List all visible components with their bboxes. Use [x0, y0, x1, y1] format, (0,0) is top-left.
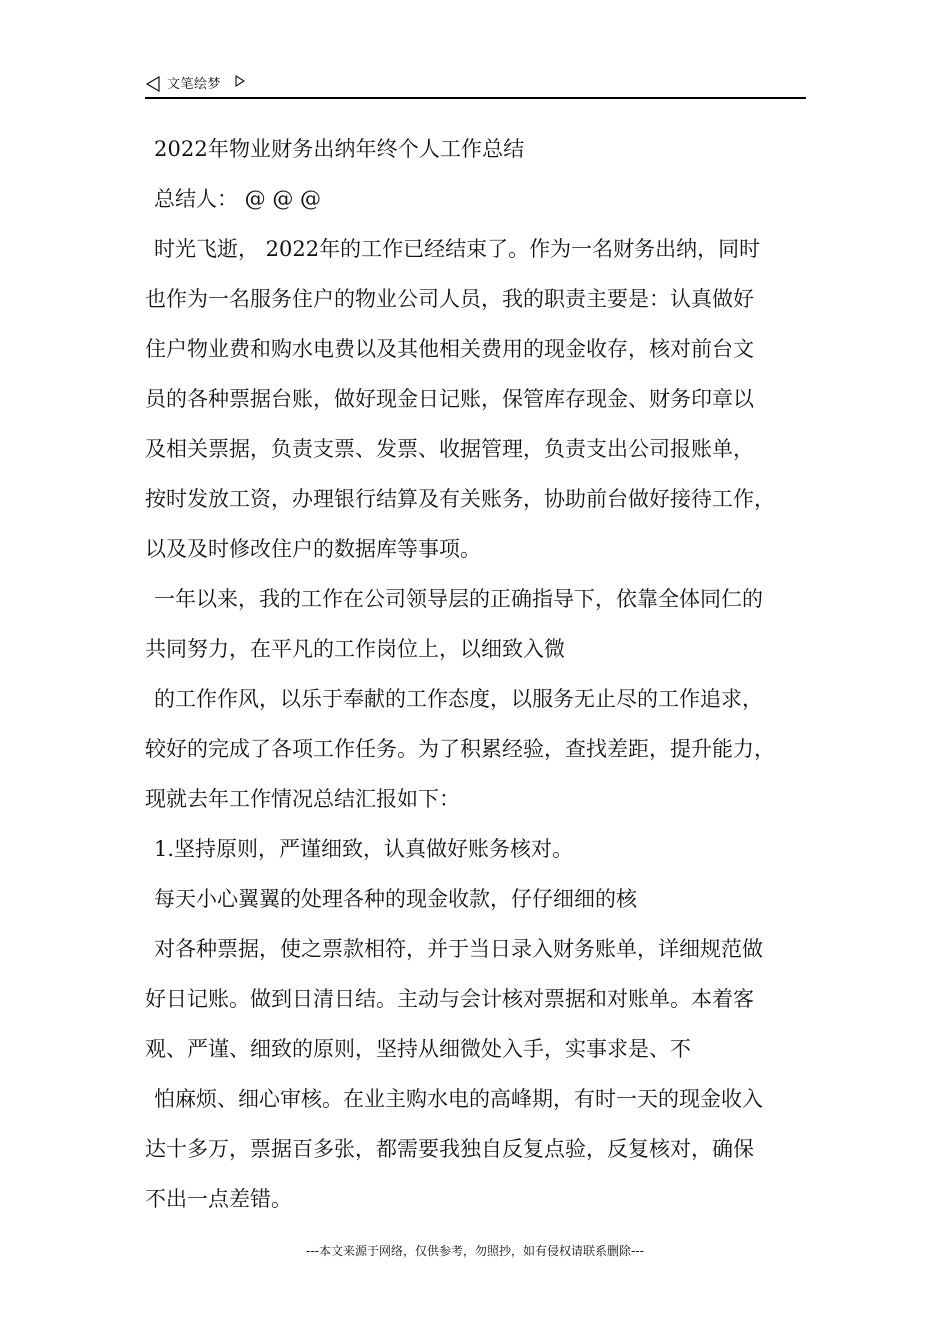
paragraph-line: 及相关票据，负责支票、发票、收据管理，负责支出公司报账单， [145, 437, 754, 461]
paragraph-line: 每天小心翼翼的处理各种的现金收款，仔仔细细的核 [154, 887, 637, 911]
paragraph-line: 时光飞逝， 2022年的工作已经结束了。作为一名财务出纳，同时 [154, 237, 761, 261]
header-divider [145, 97, 806, 99]
paragraph-line: 对各种票据，使之票款相符，并于当日录入财务账单，详细规范做 [154, 937, 763, 961]
paragraph-line: 较好的完成了各项工作任务。为了积累经验，查找差距，提升能力， [145, 737, 775, 761]
paragraph-line: 好日记账。做到日清日结。主动与会计核对票据和对账单。本着客 [145, 987, 754, 1011]
author-line: 总结人： @ @ @ [154, 187, 322, 211]
paragraph-line: 怕麻烦、细心审核。在业主购水电的高峰期，有时一天的现金收入 [154, 1087, 763, 1111]
page-header [145, 74, 806, 98]
paragraph-line: 不出一点差错。 [145, 1187, 292, 1211]
header-title: 文笔绘梦 [167, 77, 222, 92]
paragraph-line: 一年以来，我的工作在公司领导层的正确指导下，依靠全体同仁的 [154, 587, 763, 611]
document-title: 2022年物业财务出纳年终个人工作总结 [154, 137, 525, 161]
paragraph-line: 以及及时修改住户的数据库等事项。 [145, 537, 481, 561]
page-footer: ---本文来源于网络，仅供参考，勿照抄，如有侵权请联系删除--- [306, 1244, 644, 1258]
paragraph-line: 观、严谨、细致的原则，坚持从细微处入手，实事求是、不 [145, 1037, 691, 1061]
paragraph-line: 按时发放工资，办理银行结算及有关账务，协助前台做好接待工作， [145, 487, 775, 511]
paragraph-line: 现就去年工作情况总结汇报如下： [145, 787, 460, 811]
paragraph-line: 的工作作风，以乐于奉献的工作态度，以服务无止尽的工作追求， [154, 687, 763, 711]
paragraph-line: 共同努力，在平凡的工作岗位上，以细致入微 [145, 637, 565, 661]
section-heading: 1.坚持原则，严谨细致，认真做好账务核对。 [154, 837, 574, 861]
paragraph-line: 也作为一名服务住户的物业公司人员，我的职责主要是：认真做好 [145, 287, 754, 311]
paragraph-line: 住户物业费和购水电费以及其他相关费用的现金收存，核对前台文 [145, 337, 754, 361]
right-triangle-icon [234, 75, 246, 87]
left-triangle-icon [145, 76, 161, 92]
paragraph-line: 达十多万，票据百多张，都需要我独自反复点验，反复核对，确保 [145, 1137, 754, 1161]
paragraph-line: 员的各种票据台账，做好现金日记账，保管库存现金、财务印章以 [145, 387, 754, 411]
